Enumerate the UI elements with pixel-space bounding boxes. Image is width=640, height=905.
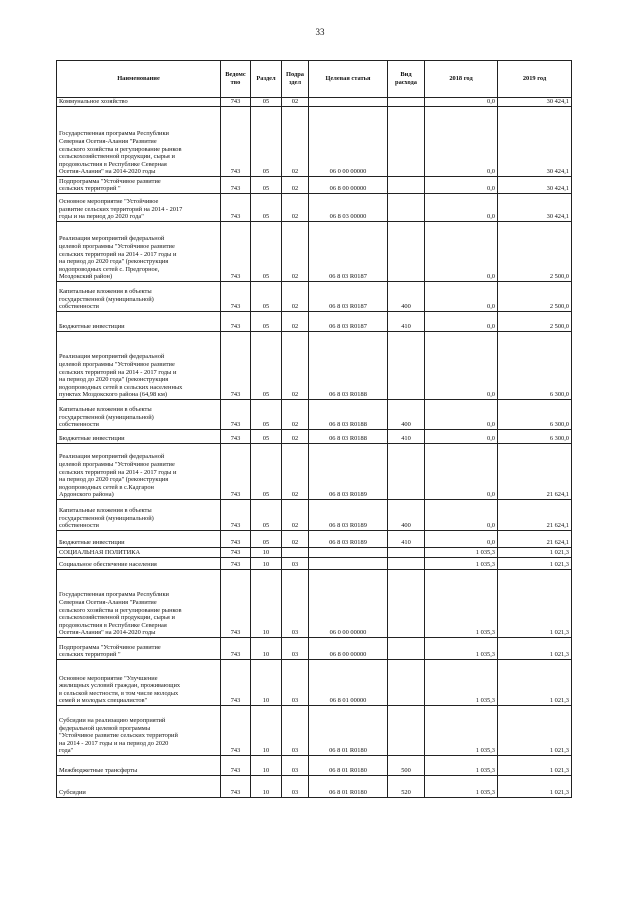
row-podrazdel: 02 <box>282 107 309 177</box>
row-name: Основное мероприятие "Устойчивое развитие сельских территорий на 2014 - 2017 годы и на период до 2020 года" <box>57 194 221 222</box>
table-row <box>57 332 572 400</box>
row-amount-2018: 1 035,3 <box>425 548 498 558</box>
row-csr: 06 8 01 R0180 <box>309 776 388 798</box>
row-ved: 743 <box>221 531 251 548</box>
row-amount-2018: 0,0 <box>425 282 498 312</box>
row-amount-2018: 0,0 <box>425 400 498 430</box>
row-vr: 500 <box>388 756 425 776</box>
row-amount-2019: 1 021,3 <box>498 548 572 558</box>
row-amount-2019: 6 300,0 <box>498 430 572 444</box>
row-ved: 743 <box>221 282 251 312</box>
row-razdel: 05 <box>251 430 282 444</box>
row-amount-2019: 6 300,0 <box>498 332 572 400</box>
table-row <box>57 776 572 798</box>
row-amount-2018: 1 035,3 <box>425 558 498 570</box>
budget-table <box>56 60 572 798</box>
row-razdel: 05 <box>251 282 282 312</box>
table-row <box>57 570 572 638</box>
row-name: Капитальные вложения в объекты государственной (муниципальной) собственности <box>57 500 221 531</box>
row-name: Государственная программа Республики Северная Осетия-Алания "Развитие сельского хозяйства и регулирование рынков сельскохозяйственной продукции, сырья и продовольствия в Республике Северная Осетия-Алания" на 2014-2020 годы <box>57 570 221 638</box>
row-name: Бюджетные инвестиции <box>57 312 221 332</box>
row-csr: 06 8 00 00000 <box>309 638 388 660</box>
row-razdel: 05 <box>251 177 282 194</box>
table-row <box>57 222 572 282</box>
row-csr: 06 8 00 00000 <box>309 177 388 194</box>
row-vr <box>388 222 425 282</box>
row-razdel: 10 <box>251 548 282 558</box>
row-ved: 743 <box>221 332 251 400</box>
row-podrazdel: 03 <box>282 638 309 660</box>
row-amount-2019: 1 021,3 <box>498 776 572 798</box>
row-razdel: 10 <box>251 558 282 570</box>
row-podrazdel: 03 <box>282 776 309 798</box>
row-podrazdel: 02 <box>282 194 309 222</box>
row-razdel: 10 <box>251 706 282 756</box>
row-ved: 743 <box>221 177 251 194</box>
row-ved: 743 <box>221 776 251 798</box>
row-razdel: 05 <box>251 531 282 548</box>
row-csr <box>309 558 388 570</box>
row-podrazdel: 02 <box>282 500 309 531</box>
table-row <box>57 706 572 756</box>
row-razdel: 05 <box>251 312 282 332</box>
row-razdel: 05 <box>251 98 282 107</box>
row-csr: 06 8 01 R0180 <box>309 756 388 776</box>
row-name: Реализация мероприятий федеральной целевой программы "Устойчивое развитие сельских территорий на 2014 - 2017 годы и на период до 2020 года" (реконструкция водопроводных сетей в сельских населенных пунктах Моздокского района (64,98 км) <box>57 332 221 400</box>
row-amount-2018: 0,0 <box>425 107 498 177</box>
row-razdel: 05 <box>251 500 282 531</box>
row-name: Субсидии <box>57 776 221 798</box>
header-ved: Ведомс тво <box>221 61 251 98</box>
row-csr: 06 8 03 R0189 <box>309 531 388 548</box>
row-podrazdel: 02 <box>282 98 309 107</box>
row-name: Межбюджетные трансферты <box>57 756 221 776</box>
row-podrazdel: 02 <box>282 312 309 332</box>
row-vr: 400 <box>388 400 425 430</box>
table-row <box>57 107 572 177</box>
row-amount-2019: 1 021,3 <box>498 558 572 570</box>
row-vr: 400 <box>388 282 425 312</box>
row-csr: 06 8 03 R0188 <box>309 430 388 444</box>
row-amount-2018: 0,0 <box>425 531 498 548</box>
row-ved: 743 <box>221 660 251 706</box>
row-vr <box>388 98 425 107</box>
row-amount-2019: 21 624,1 <box>498 531 572 548</box>
row-vr <box>388 558 425 570</box>
row-podrazdel: 02 <box>282 430 309 444</box>
row-csr: 06 0 00 00000 <box>309 107 388 177</box>
row-amount-2018: 0,0 <box>425 500 498 531</box>
row-amount-2019: 2 500,0 <box>498 312 572 332</box>
row-csr: 06 8 03 R0189 <box>309 500 388 531</box>
table-row <box>57 430 572 444</box>
row-amount-2018: 1 035,3 <box>425 570 498 638</box>
row-vr <box>388 177 425 194</box>
row-amount-2019: 21 624,1 <box>498 444 572 500</box>
row-amount-2018: 1 035,3 <box>425 776 498 798</box>
table-row <box>57 444 572 500</box>
row-name: Подпрограмма "Устойчивое развитие сельских территорий " <box>57 638 221 660</box>
table-row <box>57 400 572 430</box>
row-name: Реализация мероприятий федеральной целевой программы "Устойчивое развитие сельских территорий на 2014 - 2017 годы и на период до 2020 года" (реконструкция водопроводных сетей с. Предгорное, Моздокский район) <box>57 222 221 282</box>
row-name: Бюджетные инвестиции <box>57 430 221 444</box>
row-vr <box>388 660 425 706</box>
row-amount-2018: 1 035,3 <box>425 660 498 706</box>
row-csr: 06 8 01 R0180 <box>309 706 388 756</box>
row-podrazdel: 02 <box>282 177 309 194</box>
row-razdel: 10 <box>251 570 282 638</box>
row-vr: 410 <box>388 430 425 444</box>
table-row <box>57 282 572 312</box>
row-name: Социальное обеспечение населения <box>57 558 221 570</box>
row-vr <box>388 194 425 222</box>
table-row <box>57 177 572 194</box>
row-vr: 410 <box>388 531 425 548</box>
header-csr: Целевая статья <box>309 61 388 98</box>
table-header-row <box>57 61 572 98</box>
row-name: Капитальные вложения в объекты государственной (муниципальной) собственности <box>57 400 221 430</box>
row-vr: 400 <box>388 500 425 531</box>
row-amount-2019: 1 021,3 <box>498 570 572 638</box>
row-vr <box>388 570 425 638</box>
row-name: Субсидии на реализацию мероприятий федеральной целевой программы "Устойчивое развитие сельских территорий на 2014 - 2017 годы и на период до 2020 года" <box>57 706 221 756</box>
row-csr <box>309 98 388 107</box>
row-razdel: 05 <box>251 222 282 282</box>
row-razdel: 05 <box>251 194 282 222</box>
header-2018: 2018 год <box>425 61 498 98</box>
row-ved: 743 <box>221 312 251 332</box>
row-amount-2019: 30 424,1 <box>498 98 572 107</box>
row-vr: 520 <box>388 776 425 798</box>
row-csr: 06 8 03 R0187 <box>309 312 388 332</box>
row-name: Коммунальное хозяйство <box>57 98 221 107</box>
row-razdel: 10 <box>251 660 282 706</box>
row-name: Капитальные вложения в объекты государственной (муниципальной) собственности <box>57 282 221 312</box>
row-amount-2019: 2 500,0 <box>498 222 572 282</box>
header-name: Наименование <box>57 61 221 98</box>
row-amount-2018: 1 035,3 <box>425 756 498 776</box>
page-number: 33 <box>315 27 325 37</box>
row-ved: 743 <box>221 706 251 756</box>
row-amount-2019: 30 424,1 <box>498 177 572 194</box>
row-amount-2019: 21 624,1 <box>498 500 572 531</box>
row-name: Государственная программа Республики Северная Осетия-Алания "Развитие сельского хозяйства и регулирование рынков сельскохозяйственной продукции, сырья и продовольствия в Республике Северная Осетия-Алания" на 2014-2020 годы <box>57 107 221 177</box>
table-row <box>57 500 572 531</box>
row-podrazdel: 03 <box>282 660 309 706</box>
row-amount-2019: 30 424,1 <box>498 194 572 222</box>
row-amount-2018: 0,0 <box>425 194 498 222</box>
table-row <box>57 194 572 222</box>
row-amount-2018: 0,0 <box>425 332 498 400</box>
row-ved: 743 <box>221 222 251 282</box>
row-podrazdel <box>282 548 309 558</box>
row-podrazdel: 03 <box>282 570 309 638</box>
row-csr: 06 8 03 R0188 <box>309 332 388 400</box>
row-ved: 743 <box>221 444 251 500</box>
row-amount-2018: 0,0 <box>425 312 498 332</box>
row-podrazdel: 02 <box>282 332 309 400</box>
row-amount-2019: 1 021,3 <box>498 756 572 776</box>
row-csr <box>309 548 388 558</box>
row-vr <box>388 706 425 756</box>
table-row <box>57 638 572 660</box>
row-vr <box>388 332 425 400</box>
row-podrazdel: 02 <box>282 400 309 430</box>
row-amount-2018: 0,0 <box>425 430 498 444</box>
row-razdel: 05 <box>251 332 282 400</box>
header-2019: 2019 год <box>498 61 572 98</box>
row-vr <box>388 444 425 500</box>
row-ved: 743 <box>221 570 251 638</box>
row-csr: 06 8 03 R0188 <box>309 400 388 430</box>
row-amount-2018: 1 035,3 <box>425 706 498 756</box>
row-amount-2018: 0,0 <box>425 444 498 500</box>
header-razdel: Раздел <box>251 61 282 98</box>
row-amount-2019: 2 500,0 <box>498 282 572 312</box>
row-ved: 743 <box>221 107 251 177</box>
row-name: Реализация мероприятий федеральной целевой программы "Устойчивое развитие сельских территорий на 2014 - 2017 годы и на период до 2020 года" (реконструкция водопроводных сетей в с.Кадгарон Ардонского района) <box>57 444 221 500</box>
row-razdel: 05 <box>251 107 282 177</box>
header-podrazdel: Подра здел <box>282 61 309 98</box>
row-razdel: 10 <box>251 776 282 798</box>
row-ved: 743 <box>221 430 251 444</box>
row-ved: 743 <box>221 98 251 107</box>
row-amount-2018: 0,0 <box>425 222 498 282</box>
row-ved: 743 <box>221 756 251 776</box>
table-body <box>57 98 572 798</box>
table-row <box>57 312 572 332</box>
row-podrazdel: 02 <box>282 531 309 548</box>
row-csr: 06 8 03 R0187 <box>309 282 388 312</box>
row-csr: 06 8 03 R0189 <box>309 444 388 500</box>
row-podrazdel: 03 <box>282 558 309 570</box>
row-ved: 743 <box>221 400 251 430</box>
row-name: Бюджетные инвестиции <box>57 531 221 548</box>
row-vr: 410 <box>388 312 425 332</box>
row-amount-2018: 0,0 <box>425 177 498 194</box>
table-row <box>57 756 572 776</box>
row-csr: 06 8 01 00000 <box>309 660 388 706</box>
row-amount-2019: 30 424,1 <box>498 107 572 177</box>
row-amount-2018: 1 035,3 <box>425 638 498 660</box>
table-row <box>57 558 572 570</box>
row-amount-2019: 1 021,3 <box>498 660 572 706</box>
row-vr <box>388 638 425 660</box>
row-csr: 06 8 03 R0187 <box>309 222 388 282</box>
row-ved: 743 <box>221 558 251 570</box>
row-podrazdel: 03 <box>282 756 309 776</box>
row-podrazdel: 03 <box>282 706 309 756</box>
table-row <box>57 548 572 558</box>
row-razdel: 05 <box>251 400 282 430</box>
row-podrazdel: 02 <box>282 222 309 282</box>
row-ved: 743 <box>221 500 251 531</box>
header-vr: Вид расхода <box>388 61 425 98</box>
row-amount-2019: 1 021,3 <box>498 706 572 756</box>
row-ved: 743 <box>221 548 251 558</box>
row-podrazdel: 02 <box>282 444 309 500</box>
table-row <box>57 98 572 107</box>
row-ved: 743 <box>221 638 251 660</box>
row-razdel: 10 <box>251 638 282 660</box>
row-podrazdel: 02 <box>282 282 309 312</box>
row-razdel: 05 <box>251 444 282 500</box>
row-amount-2019: 6 300,0 <box>498 400 572 430</box>
row-vr <box>388 107 425 177</box>
row-name: СОЦИАЛЬНАЯ ПОЛИТИКА <box>57 548 221 558</box>
table-row <box>57 531 572 548</box>
row-ved: 743 <box>221 194 251 222</box>
row-csr: 06 0 00 00000 <box>309 570 388 638</box>
table-row <box>57 660 572 706</box>
row-amount-2019: 1 021,3 <box>498 638 572 660</box>
row-name: Основное мероприятие "Улучшение жилищных условий граждан, проживающих в сельской местности, в том числе молодых семей и молодых специалистов" <box>57 660 221 706</box>
row-vr <box>388 548 425 558</box>
row-amount-2018: 0,0 <box>425 98 498 107</box>
row-csr: 06 8 03 00000 <box>309 194 388 222</box>
row-name: Подпрограмма "Устойчивое развитие сельских территорий " <box>57 177 221 194</box>
row-razdel: 10 <box>251 756 282 776</box>
